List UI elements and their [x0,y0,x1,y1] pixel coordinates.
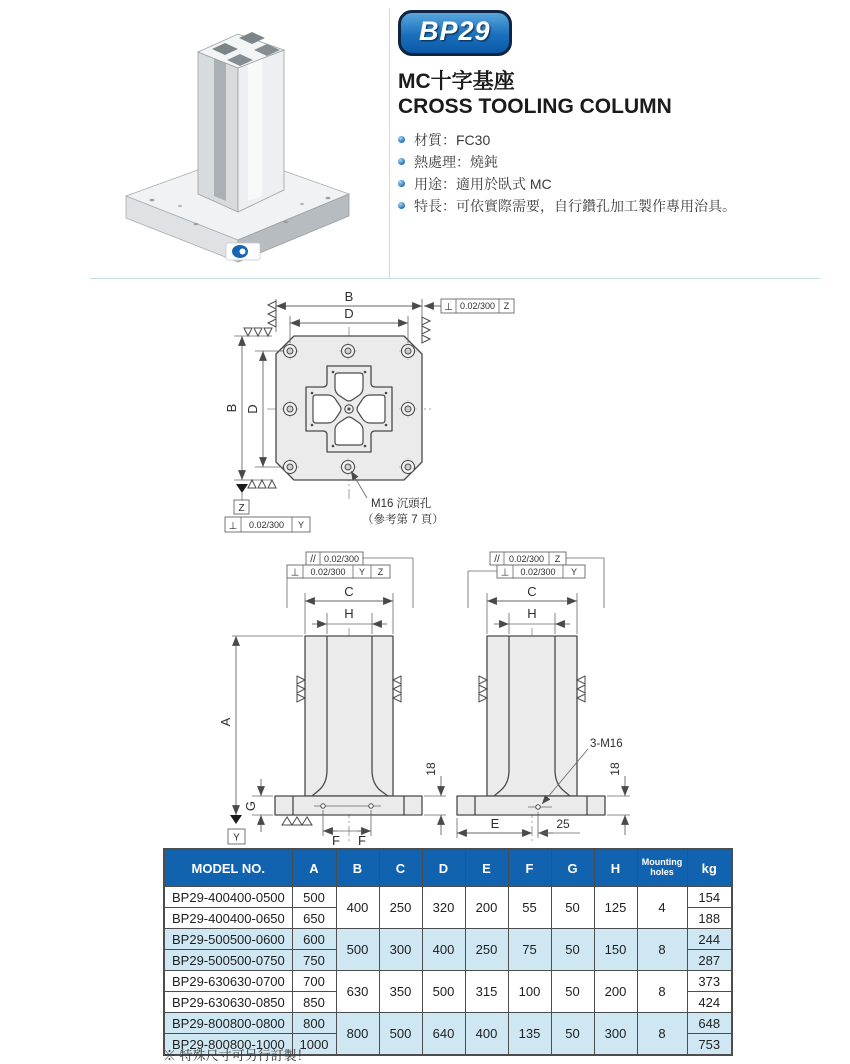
spec-text: 特長：可依實際需要，自行鑽孔加工製作專用治具。 [414,198,736,215]
dim-label-c: C [344,584,354,599]
tolerance-value: 0.02/300 [520,567,556,577]
datum-z-label: Z [238,503,245,514]
bullet-icon [398,180,405,187]
bullet-icon [398,158,405,165]
dim-label-b-vert: B [224,403,239,413]
spec-table [163,848,733,1056]
model-cell: BP29-630630-0850 [164,992,292,1013]
dim-label-f: F [332,833,340,845]
datum-ref-y: Y [297,520,305,530]
d-cell: 400 [422,929,465,971]
model-cell: BP29-800800-0800 [164,1013,292,1034]
spec-item [398,196,828,216]
tolerance-value: 0.02/300 [248,520,285,530]
model-cell: BP29-400400-0500 [164,887,292,908]
f-cell: 100 [508,971,551,1013]
header-block [398,10,828,218]
spec-text: 熱處理：燒鈍 [414,154,498,171]
b-cell: 500 [336,929,379,971]
col-header-d: D [422,849,465,887]
a-cell: 650 [292,908,336,929]
tolerance-value: 0.02/300 [508,554,545,564]
datum-ref-y: Y [570,567,578,577]
c-cell: 500 [379,1013,422,1056]
spec-item [398,174,828,194]
table-row [164,971,732,992]
model-cell: BP29-500500-0750 [164,950,292,971]
h-cell: 200 [594,971,637,1013]
holes-cell: 8 [637,929,687,971]
spec-item [398,130,828,150]
f-cell: 75 [508,929,551,971]
model-cell: BP29-400400-0650 [164,908,292,929]
a-cell: 1000 [292,1034,336,1056]
holes-cell: 8 [637,1013,687,1056]
bullet-icon [398,202,405,209]
holes-cell: 4 [637,887,687,929]
a-cell: 700 [292,971,336,992]
datum-ref-z: Z [377,567,384,577]
thread-callout: 3-M16 [590,738,623,750]
kg-cell: 287 [687,950,732,971]
b-cell: 400 [336,887,379,929]
dim-label-b: B [344,289,354,304]
kg-cell: 244 [687,929,732,950]
c-cell: 350 [379,971,422,1013]
dim-label-a: A [218,717,233,727]
col-header-f: F [508,849,551,887]
kg-cell: 373 [687,971,732,992]
a-cell: 800 [292,1013,336,1034]
spec-item [398,152,828,172]
dim-label-25: 25 [556,817,570,831]
h-cell: 125 [594,887,637,929]
spec-list [398,130,828,216]
dim-label-d-vert: D [245,404,260,414]
bullet-icon [398,136,405,143]
kg-cell: 154 [687,887,732,908]
dim-label-c: C [527,584,537,599]
perpendicular-symbol: ⊥ [500,567,510,579]
m16-callout-line1: M16 沉頭孔 [371,498,432,510]
col-header-e: E [465,849,508,887]
e-cell: 400 [465,1013,508,1056]
a-cell: 750 [292,950,336,971]
tolerance-value: 0.02/300 [459,301,496,311]
table-row [164,1013,732,1034]
perpendicular-symbol: ⊥ [290,567,300,579]
column-groove-left [214,58,226,201]
f-cell: 55 [508,887,551,929]
vertical-divider [389,8,390,278]
b-cell: 800 [336,1013,379,1056]
c-cell: 250 [379,887,422,929]
parallel-symbol: // [310,554,316,565]
d-cell: 640 [422,1013,465,1056]
spec-text: 材質：FC30 [414,132,491,149]
column-groove-right [248,59,262,201]
product-title-en: CROSS TOOLING COLUMN [398,95,672,119]
h-cell: 300 [594,1013,637,1056]
g-cell: 50 [551,929,594,971]
tolerance-value: 0.02/300 [323,554,360,564]
holes-cell: 8 [637,971,687,1013]
b-cell: 630 [336,971,379,1013]
front-view-right [457,552,630,843]
dim-label-f: F [358,833,366,845]
model-cell: BP29-500500-0600 [164,929,292,950]
f-cell: 135 [508,1013,551,1056]
dim-label-e: E [490,816,500,831]
tolerance-value: 0.02/300 [310,567,346,577]
m16-callout-line2: （參考第 7 頁） [362,514,444,526]
d-cell: 500 [422,971,465,1013]
col-header-model: MODEL NO. [164,849,292,887]
table-row [164,887,732,908]
technical-drawing [0,285,850,845]
a-cell: 500 [292,887,336,908]
col-header-c: C [379,849,422,887]
model-cell: BP29-800800-1000 [164,1034,292,1056]
e-cell: 200 [465,887,508,929]
front-view-left [218,552,446,845]
dim-label-18: 18 [424,762,438,776]
kg-cell: 753 [687,1034,732,1056]
a-cell: 850 [292,992,336,1013]
product-image-graphic [90,0,380,270]
top-view-drawing [224,289,514,532]
dim-label-g: G [243,800,258,812]
col-header-b: B [336,849,379,887]
parallel-symbol: // [494,554,500,565]
d-cell: 320 [422,887,465,929]
dim-label-h: H [527,606,537,621]
table-header-row [164,849,732,887]
dim-label-18: 18 [608,762,622,776]
a-cell: 600 [292,929,336,950]
table-row [164,929,732,950]
model-badge: BP29 [398,10,512,56]
g-cell: 50 [551,1013,594,1056]
g-cell: 50 [551,887,594,929]
footer-note: ※ 特殊尺寸可另行訂製！ [163,1048,310,1063]
e-cell: 315 [465,971,508,1013]
kg-cell: 424 [687,992,732,1013]
horizontal-divider [90,278,820,279]
kg-cell: 648 [687,1013,732,1034]
datum-y-label: Y [233,832,240,844]
datum-ref-y: Y [358,567,366,577]
e-cell: 250 [465,929,508,971]
perpendicular-symbol: ⊥ [444,302,453,313]
datum-ref-z: Z [554,554,561,564]
col-header-g: G [551,849,594,887]
spec-text: 用途：適用於臥式 MC [414,176,552,193]
model-cell: BP29-630630-0700 [164,971,292,992]
g-cell: 50 [551,971,594,1013]
product-image [90,0,380,270]
col-header-mounting-holes: Mounting holes [637,849,687,887]
col-header-a: A [292,849,336,887]
datum-ref-z: Z [503,301,510,311]
product-title-zh: MC十字基座 [398,70,515,93]
h-cell: 150 [594,929,637,971]
kg-cell: 188 [687,908,732,929]
col-header-kg: kg [687,849,732,887]
dim-label-h: H [344,606,354,621]
col-header-h: H [594,849,637,887]
perpendicular-symbol: ⊥ [228,521,238,532]
dim-label-d: D [344,306,354,321]
c-cell: 300 [379,929,422,971]
